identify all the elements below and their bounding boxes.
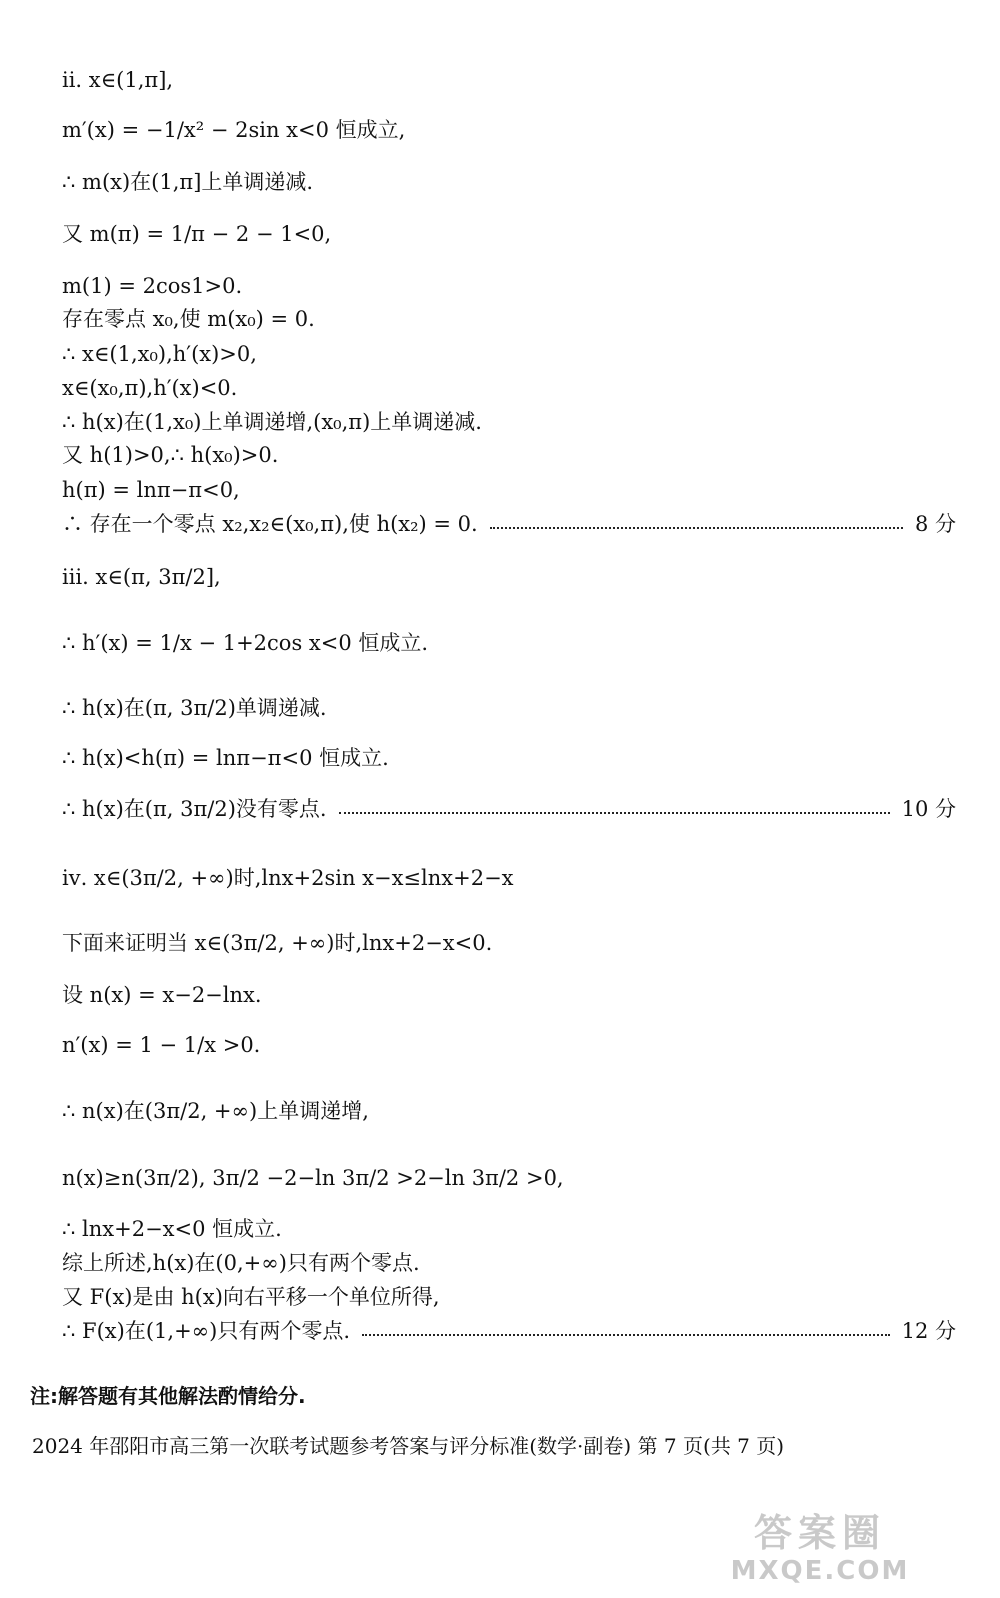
solution-line: 下面来证明当 x∈(3π/2, +∞)时,lnx+2−x<0. (62, 931, 493, 955)
solution-line: m′(x) = −1/x² − 2sin x<0 恒成立, (62, 118, 406, 142)
solution-line: x∈(x₀,π),h′(x)<0. (62, 376, 238, 400)
grading-note: 注:解答题有其他解法酌情给分. (30, 1384, 306, 1408)
solution-line: 又 h(1)>0,∴ h(x₀)>0. (62, 443, 279, 467)
solution-line: m(1) = 2cos1>0. (62, 274, 243, 298)
dotted-leader (339, 812, 890, 814)
solution-line: 又 F(x)是由 h(x)向右平移一个单位所得, (62, 1285, 440, 1309)
solution-line: ⅳ. x∈(3π/2, +∞)时,lnx+2sin x−x≤lnx+2−x (62, 866, 514, 890)
solution-line-score: ∴ h(x)在(π, 3π/2)没有零点. 10 分 (62, 797, 956, 821)
solution-line: ∴ h(x)<h(π) = lnπ−π<0 恒成立. (62, 746, 389, 770)
dotted-leader (362, 1334, 890, 1336)
page-footer: 2024 年邵阳市高三第一次联考试题参考答案与评分标准(数学·副卷) 第 7 页(共 7 页) (32, 1434, 785, 1458)
solution-line: 综上所述,h(x)在(0,+∞)只有两个零点. (62, 1251, 420, 1275)
solution-line: ⅲ. x∈(π, 3π/2], (62, 565, 221, 589)
solution-line: 又 m(π) = 1/π − 2 − 1<0, (62, 222, 332, 246)
watermark-title: 答案圈 (753, 1511, 886, 1555)
solution-line-score: ∴ F(x)在(1,+∞)只有两个零点. 12 分 (62, 1319, 956, 1343)
site-watermark (670, 1510, 970, 1588)
watermark-url: MXQE.COM (730, 1556, 910, 1586)
solution-line: ∴ h(x)在(1,x₀)上单调递增,(x₀,π)上单调递减. (62, 410, 482, 434)
solution-line: 设 n(x) = x−2−lnx. (62, 983, 262, 1007)
solution-line: ∴ h′(x) = 1/x − 1+2cos x<0 恒成立. (62, 631, 429, 655)
solution-line: ∴ x∈(1,x₀),h′(x)>0, (62, 342, 257, 366)
solution-line: 存在零点 x₀,使 m(x₀) = 0. (62, 307, 315, 331)
solution-line-score: ∴ 存在一个零点 x₂,x₂∈(x₀,π),使 h(x₂) = 0. 8 分 (62, 512, 956, 536)
solution-line: ∴ h(x)在(π, 3π/2)单调递减. (62, 696, 327, 720)
score-8: 8 分 (914, 512, 956, 536)
score-10: 10 分 (901, 797, 956, 821)
solution-line: ∴ n(x)在(3π/2, +∞)上单调递增, (62, 1099, 369, 1123)
solution-line: ∴ m(x)在(1,π]上单调递减. (62, 170, 314, 194)
solution-line: h(π) = lnπ−π<0, (62, 478, 240, 502)
solution-line: n′(x) = 1 − 1/x >0. (62, 1033, 261, 1057)
dotted-leader (490, 527, 903, 529)
solution-line: ⅱ. x∈(1,π], (62, 68, 174, 92)
solution-line: ∴ lnx+2−x<0 恒成立. (62, 1217, 282, 1241)
score-12: 12 分 (901, 1319, 956, 1343)
solution-line: n(x)≥n(3π/2), 3π/2 −2−ln 3π/2 >2−ln 3π/2 >0, (62, 1166, 564, 1190)
